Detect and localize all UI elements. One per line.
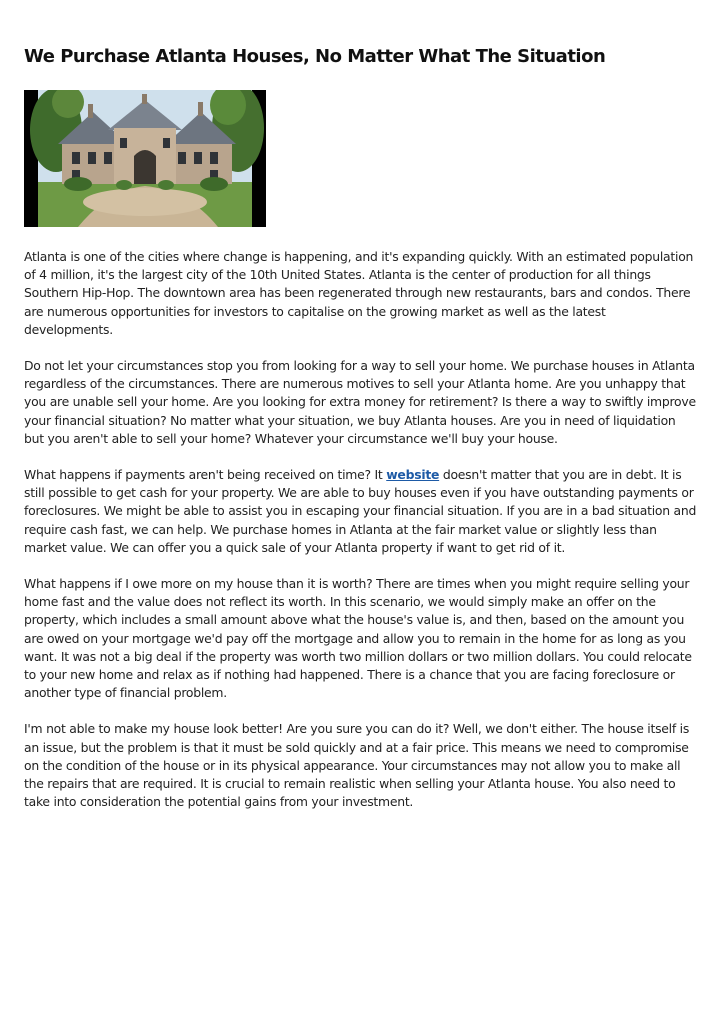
paragraph: What happens if I owe more on my house than it is worth? There are times when you might require selling your home fast and the value does not reflect its worth. In this scenario, we would simply make an offer on the property, which includes a small amount above what the house's value is, and then, based on the amount you are owed on your mortgage we'd pay off the mortgage and allow you to remain in the home for as long as you want. It was not a big deal if the property was worth two million dollars or two million dollars. You could relocate to your new home and relax as if nothing had happened. There is a chance that you are facing foreclosure or another type of financial problem. [24,576,692,701]
house-photo [24,90,266,227]
website-link[interactable]: website [386,467,440,483]
paragraph: Atlanta is one of the cities where change is happening, and it's expanding quickly. With an estimated population of 4 million, it's the largest city of the 10th United States. Atlanta is the center of production for all things Southern Hip-Hop. The downtown area has been regenerated through new restaurants, bars and condos. There are numerous opportunities for investors to capitalise on the growing market as well as the latest developments. [24,249,694,337]
paragraph-text: doesn't matter that you are in debt. It is still possible to get cash for your property. We are able to buy houses even if you have outstanding payments or foreclosures. We might be able to assist you in escaping your financial situation. If you are in a bad situation and require cash fast, we can help. We purchase homes in Atlanta at the fair market value or slightly less than market value. We can offer you a quick sale of your Atlanta property if want to get rid of it. [24,467,697,555]
page-title: We Purchase Atlanta Houses, No Matter What The Situation [24,46,606,67]
paragraph: I'm not able to make my house look better! Are you sure you can do it? Well, we don't either. The house itself is an issue, but the problem is that it must be sold quickly and at a fair price. This means we need to compromise on the condition of the house or in its physical appearance. Your circumstances may not allow you to make all the repairs that are required. It is crucial to remain realistic when selling your Atlanta house. You also need to take into consideration the potential gains from your investment. [24,721,690,810]
paragraph-text: What happens if payments aren't being received on time? It [24,467,387,483]
article-body [24,248,698,829]
paragraph: Do not let your circumstances stop you from looking for a way to sell your home. We purchase houses in Atlanta regardless of the circumstances. There are numerous motives to sell your Atlanta home. Are you unhappy that you are unable sell your home. Are you looking for extra money for retirement? Is there a way to swiftly improve your financial situation? No matter what your situation, we buy Atlanta houses. Are you in need of liquidation but you aren't able to sell your home? Whatever your circumstance we'll buy your house. [24,358,696,446]
paragraph [24,466,698,557]
